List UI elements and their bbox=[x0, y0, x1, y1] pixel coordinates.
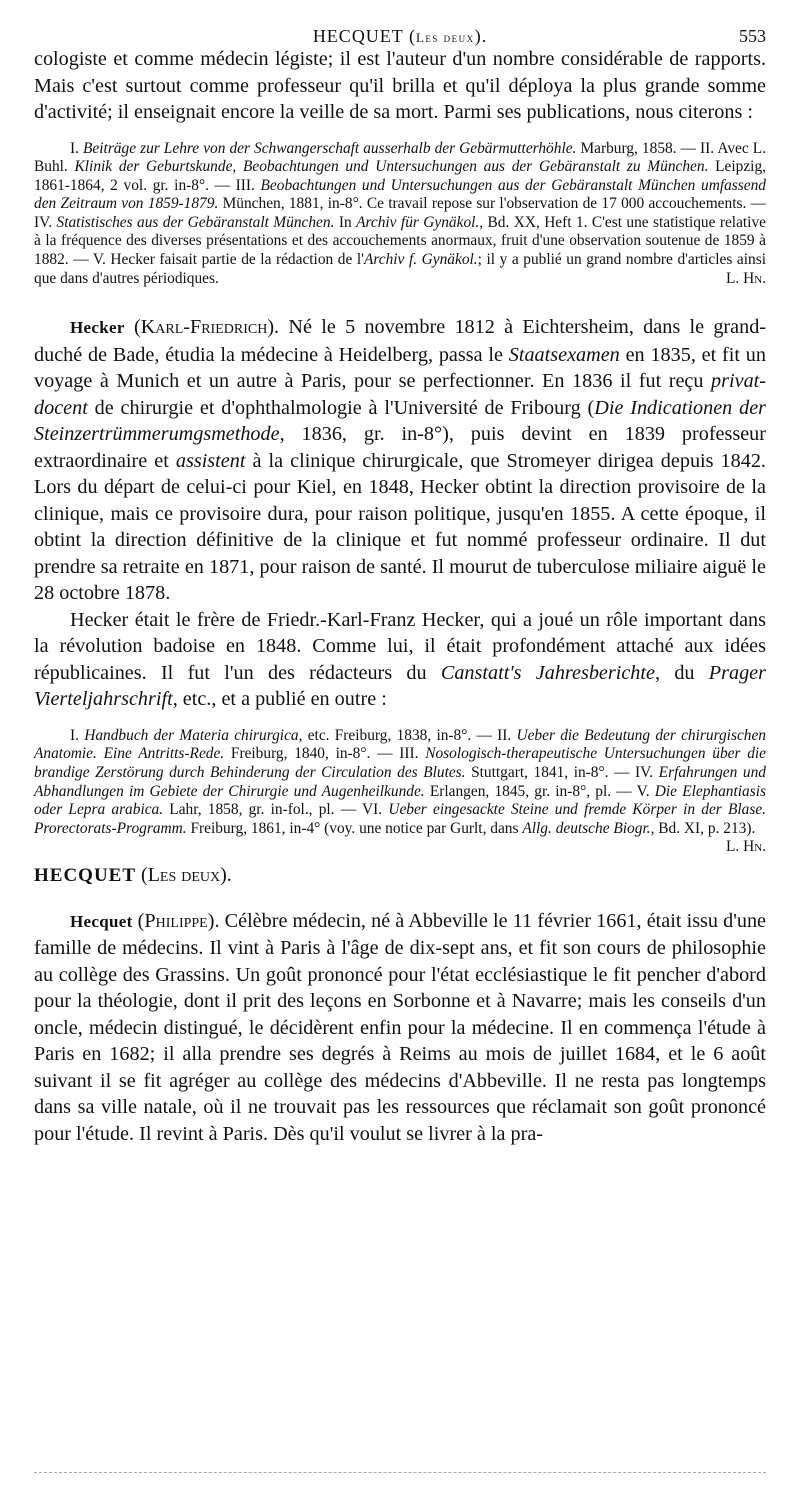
b1-s10: Archiv für Gynäkol. bbox=[356, 213, 480, 231]
entry-name: Hecquet bbox=[70, 911, 133, 931]
b2-s3: , etc. Freiburg, 1838, in-8°. — II. bbox=[298, 726, 517, 744]
h-p1h: assistent bbox=[175, 449, 246, 472]
b1-s7: München, 1881, in-8°. Ce travail repose sur l'observation de 17 000 accouchements. — IV. bbox=[34, 195, 766, 231]
hq-text: Célèbre médecin, né à Abbeville le 11 février 1661, était issu d'une famille de médecins. Il vint à Paris à l'âge de dix-sept ans, et fit son cours de philosophie au collège des Grassins. Un goût prononcé pour l'état ecclésiastique le fit pencher d'abord pour la théologie, dont il prit des leçons en Sorbonne et à Navarre; mais les conseils d'un oncle, médecin distingué, le décidèrent enfin pour la médecine. Il en commença l'étude à Paris en 1682; il alla prendre ses degrés à Reims au mois de juillet 1684, et le 6 août suivant il se fit agréger au collège des médecins d'Abbeville. Il ne resta pas longtemps dans sa ville natale, où il ne trouvait pas les ressources que réclamait son goût prononcé pour l'étude. Il revint à Paris. Dès qu'il voulut se livrer à la pra- bbox=[34, 909, 767, 1145]
b1-s3: Marburg, 1858. — II. Avec L. Buhl. bbox=[34, 139, 766, 176]
b1-s4: Klinik der Geburtskunde, Beobachtungen und Untersuchungen aus der Gebäranstalt zu München. bbox=[74, 158, 709, 176]
hecker-paragraph-1 bbox=[34, 314, 766, 607]
b2-s1: I. bbox=[70, 726, 85, 744]
section-heading bbox=[34, 862, 766, 890]
h-p2a: Hecker était le frère de Friedr.-Karl-Franz Hecker, qui a joué un rôle important dans la révolution badoise en 1848. Comme lui, il était profondément attaché aux idées républicaines. Il fut l'un des rédacteurs du bbox=[34, 608, 766, 684]
h-p1f: Die Indicationen der Steinzertrümmerumgsmethode bbox=[34, 396, 767, 446]
hecker-paragraph-2 bbox=[34, 607, 766, 713]
b2-s6: Nosologisch-therapeutische Untersuchungen über die brandige Zerstörung durch Behinderung der Circulation des Blutes. bbox=[34, 745, 766, 781]
h-p1d: privat-docent bbox=[34, 370, 766, 419]
bibliography-hecker-2 bbox=[34, 726, 766, 856]
running-title-main: HECQUET ( bbox=[312, 26, 416, 46]
b2-s4: Ueber die Bedeutung der chirurgischen Anatomie. Eine Antritts-Rede. bbox=[34, 726, 766, 763]
h-p1i: à la clinique chirurgicale, que Stromeyer dirigea depuis 1842. Lors du départ de celui-ci pour Kiel, en 1848, Hecker obtint la direction provisoire de la clinique, mais ce provisoire dura, pour raison politique, jusqu'en 1855. A cette époque, il obtint la direction définitive de la clinique et fut nommé professeur ordinaire. Il dut prendre sa retraite en 1871, pour raison de santé. Il mourut de tuberculose miliaire aiguë le 28 octobre 1878. bbox=[34, 449, 766, 605]
b1-s5: Leipzig, 1861-1864, 2 vol. gr. in-8°. — III. bbox=[34, 158, 766, 194]
hecquet-paragraph bbox=[34, 908, 766, 1148]
b2-s5: Freiburg, 1840, in-8°. — III. bbox=[224, 745, 426, 763]
section-heading-rest: (Les deux). bbox=[136, 864, 232, 887]
h-p2e: , etc., et a publié en outre : bbox=[172, 688, 387, 711]
page-number: 553 bbox=[739, 26, 766, 46]
intro-paragraph: cologiste et comme médecin légiste; il est l'auteur d'un nombre considérable de rapports. Mais c'est surtout comme professeur qu'il brilla et qu'il déploya la plus grande somme d'activité; il enseignait encore la veille de sa mort. Parmi ses publications, nous citerons : bbox=[34, 48, 766, 123]
running-title-small: Les deux bbox=[415, 30, 475, 45]
b2-s8: Erfahrungen und Abhandlungen im Gebiete der Chirurgie und Augenheilkunde. bbox=[34, 763, 766, 800]
b1-s1: I. bbox=[70, 139, 84, 157]
signature: L. Hn. bbox=[725, 838, 766, 856]
running-title-end: ). bbox=[474, 26, 488, 46]
b2-s10: Die Elephantiasis oder Lepra arabica. bbox=[34, 782, 766, 819]
h-p2d: Prager Vierteljahrschrift bbox=[34, 661, 766, 711]
h-p2b: Canstatt's Jahresberichte bbox=[440, 661, 655, 684]
h-p1b: Staatsexamen bbox=[508, 343, 620, 366]
b1-s6: Beobachtungen und Untersuchungen aus der Gebäranstalt München umfassend den Zeitraum von 1859-1879. bbox=[34, 176, 767, 213]
running-head bbox=[34, 0, 766, 46]
b1-s13: ; il y a publié un grand nombre d'articles ainsi que dans d'autres périodiques. bbox=[34, 251, 766, 287]
signature: L. Hn. bbox=[725, 269, 766, 287]
b1-s8: Statistisches aus der Gebäranstalt München. bbox=[56, 213, 335, 231]
b2-s15: , Bd. XI, p. 213). bbox=[650, 819, 756, 837]
b2-s2: Handbuch der Materia chirurgica bbox=[84, 726, 299, 744]
section-heading-name: HECQUET bbox=[34, 865, 137, 887]
bibliography-hecker-1 bbox=[34, 140, 766, 289]
b2-s9: Erlangen, 1845, gr. in-8°, pl. — V. bbox=[424, 782, 655, 800]
b1-s2: Beiträge zur Lehre von der Schwangerschaft ausserhalb der Gebärmutterhöhle. bbox=[83, 139, 577, 157]
page bbox=[34, 0, 766, 1147]
b1-s9: In bbox=[334, 213, 357, 231]
entry-forename: (Karl-Friedrich). bbox=[133, 316, 280, 339]
b1-s12: Archiv f. Gynäkol. bbox=[363, 251, 478, 269]
b2-s13: Freiburg, 1861, in-4° (voy. une notice par Gurlt, dans bbox=[186, 819, 523, 837]
entry-forename: (Philippe). bbox=[137, 909, 220, 932]
b2-s14: Allg. deutsche Biogr. bbox=[522, 819, 651, 837]
h-p1c: en 1835, et fit un voyage à Munich et un autre à Paris, pour se perfectionner. En 1836 il fut reçu bbox=[34, 343, 766, 393]
footer-rule bbox=[34, 1472, 766, 1473]
b2-s11: Lahr, 1858, gr. in-fol., pl. — VI. bbox=[163, 801, 389, 819]
h-p1g: , 1836, gr. in-8°), puis devint en 1839 professeur extraordinaire et bbox=[34, 423, 766, 472]
h-p1a: Né le 5 novembre 1812 à Eichtersheim, dans le grand-duché de Bade, étudia la médecine à Heidelberg, passa le bbox=[34, 316, 767, 366]
b2-s12: Ueber eingesackte Steine und fremde Körper in der Blase. Prorectorats-Programm. bbox=[34, 801, 766, 837]
running-title bbox=[34, 26, 766, 47]
b2-s7: Stuttgart, 1841, in-8°. — IV. bbox=[465, 763, 659, 781]
entry-name: Hecker bbox=[70, 318, 125, 338]
b1-s11: , Bd. XX, Heft 1. C'est une statistique relative à la fréquence des diverses présentations et des accouchements anormaux, fruit d'une observation soutenue de 1859 à 1882. — V. Hecker faisait partie de la rédaction de l' bbox=[34, 213, 766, 269]
h-p2c: , du bbox=[654, 661, 709, 684]
h-p1e: de chirurgie et d'ophthalmologie à l'Université de Fribourg ( bbox=[87, 396, 595, 419]
